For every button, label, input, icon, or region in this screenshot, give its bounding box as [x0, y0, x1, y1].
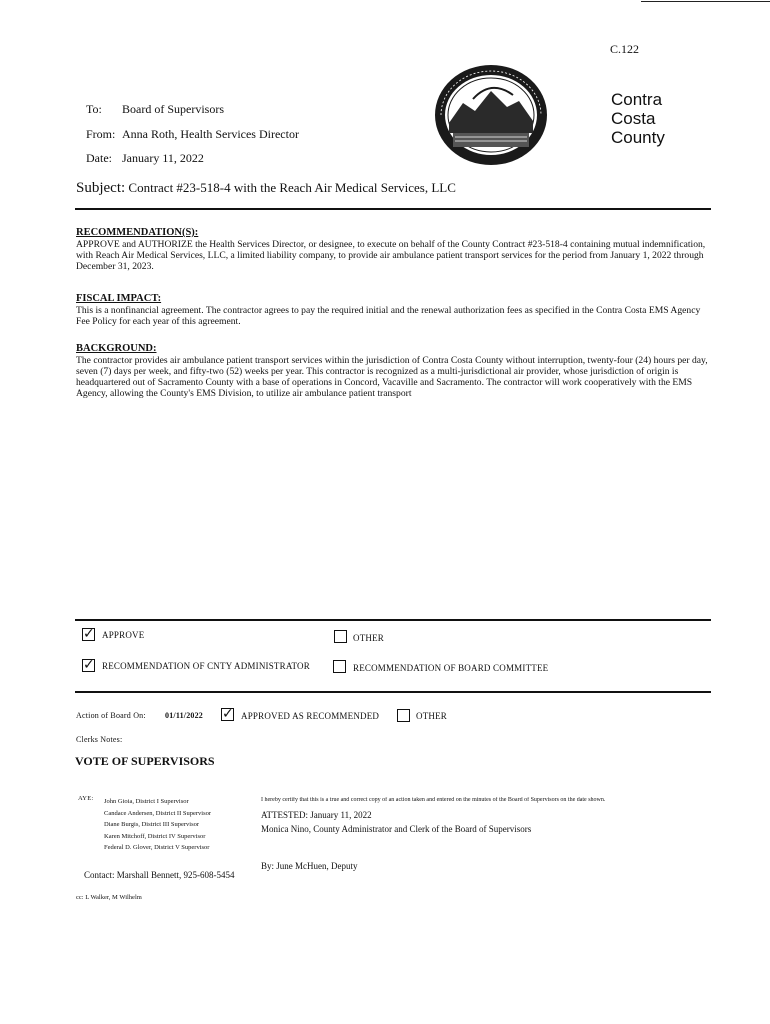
to-value: Board of Supervisors	[122, 102, 224, 116]
approve-checkbox[interactable]	[82, 628, 95, 641]
recommendation-section	[76, 227, 712, 272]
fiscal-impact-heading: FISCAL IMPACT:	[76, 293, 162, 304]
contact-line: Contact: Marshall Bennett, 925-608-5454	[84, 870, 235, 880]
background-section	[76, 343, 712, 399]
certification-text: I hereby certify that this is a true and correct copy of an action taken and entered on the minutes of the Board of Supervisors on the date shown.	[261, 797, 606, 803]
subject-label: Subject:	[76, 180, 126, 196]
supervisor-item: Federal D. Glover, District V Supervisor	[104, 844, 210, 851]
ayes-label: AYE:	[78, 795, 94, 802]
county-seal-logo	[433, 63, 549, 167]
from-value: Anna Roth, Health Services Director	[122, 127, 299, 141]
to-label: To:	[86, 102, 102, 116]
approved-as-recommended-checkbox[interactable]	[221, 708, 234, 721]
action-other-checkbox[interactable]	[397, 709, 410, 722]
top-edge-rule	[641, 1, 770, 2]
approved-as-recommended-label: APPROVED AS RECOMMENDED	[241, 711, 380, 721]
fiscal-impact-body: This is a nonfinancial agreement. The contractor agrees to pay the required initial and the renewal authorization fees as specified in the Contra Costa EMS Agency Fee Policy for each year of this agreement.	[76, 305, 701, 327]
fiscal-impact-section	[76, 293, 712, 327]
recommendation-body: APPROVE and AUTHORIZE the Health Services Director, or designee, to execute on behalf of the County Contract #23-518-4 containing mutual indemnification, with Reach Air Medical Services, LLC, a limited liability company, to provide air ambulance patient transport services for the period from January 1, 2022 through December 31, 2023.	[76, 239, 706, 272]
clerk-name: Monica Nino, County Administrator and Clerk of the Board of Supervisors	[261, 824, 532, 834]
page-number: C.122	[610, 42, 640, 56]
other-label: OTHER	[353, 633, 384, 643]
subject-line	[76, 180, 456, 197]
county-line-3: County	[611, 128, 665, 147]
action-date: 01/11/2022	[165, 711, 204, 720]
attested-line: ATTESTED: January 11, 2022	[261, 810, 372, 820]
supervisor-item: Candace Andersen, District II Supervisor	[104, 809, 212, 817]
subject-rule	[75, 208, 711, 210]
rec-cao-checkbox[interactable]	[82, 659, 95, 672]
other-checkbox[interactable]	[334, 630, 347, 643]
approve-label: APPROVE	[102, 630, 145, 640]
background-heading: BACKGROUND:	[76, 343, 157, 354]
supervisor-item: Karen Mitchoff, District IV Supervisor	[104, 832, 206, 840]
date-label: Date:	[86, 151, 112, 165]
action-label: Action of Board On:	[76, 711, 146, 720]
clerks-notes-label: Clerks Notes:	[76, 735, 123, 744]
cc-line: cc: L Walker, M Wilhelm	[76, 894, 142, 901]
rec-cao-label: RECOMMENDATION OF CNTY ADMINISTRATOR	[102, 661, 310, 671]
supervisor-item: John Gioia, District I Supervisor	[104, 798, 189, 805]
rec-board-label: RECOMMENDATION OF BOARD COMMITTEE	[353, 663, 549, 673]
action-other-label: OTHER	[416, 711, 447, 721]
vote-heading: VOTE OF SUPERVISORS	[75, 754, 215, 768]
deputy-signature: By: June McHuen, Deputy	[261, 861, 358, 871]
county-line-2: Costa	[611, 109, 656, 128]
supervisor-item: Diane Burgis, District III Supervisor	[104, 821, 200, 828]
subject-text: Contract #23-518-4 with the Reach Air Medical Services, LLC	[128, 180, 456, 195]
background-body: The contractor provides air ambulance patient transport services within the jurisdiction of Contra Costa County without interruption, twenty-four (24) hours per day, seven (7) days per week, and fifty-two (52) weeks per year. This contractor is recognized as a multi-jurisdictional air provider, whose jurisdiction of origin is headquartered out of Sacramento County with a base of operations in Concord, Vacaville and Sacramento. The contractor will work cooperatively with the EMS Agency, allowing the County's EMS Division, to utilize air ambulance patient transport	[76, 355, 708, 399]
rec-board-checkbox[interactable]	[333, 660, 346, 673]
approval-bottom-rule	[75, 691, 711, 693]
recommendation-heading: RECOMMENDATION(S):	[76, 227, 199, 238]
county-name	[611, 90, 665, 147]
date-value: January 11, 2022	[122, 151, 204, 165]
county-line-1: Contra	[611, 90, 663, 109]
approval-top-rule	[75, 619, 711, 621]
supervisor-list	[104, 796, 254, 854]
from-label: From:	[86, 127, 116, 141]
